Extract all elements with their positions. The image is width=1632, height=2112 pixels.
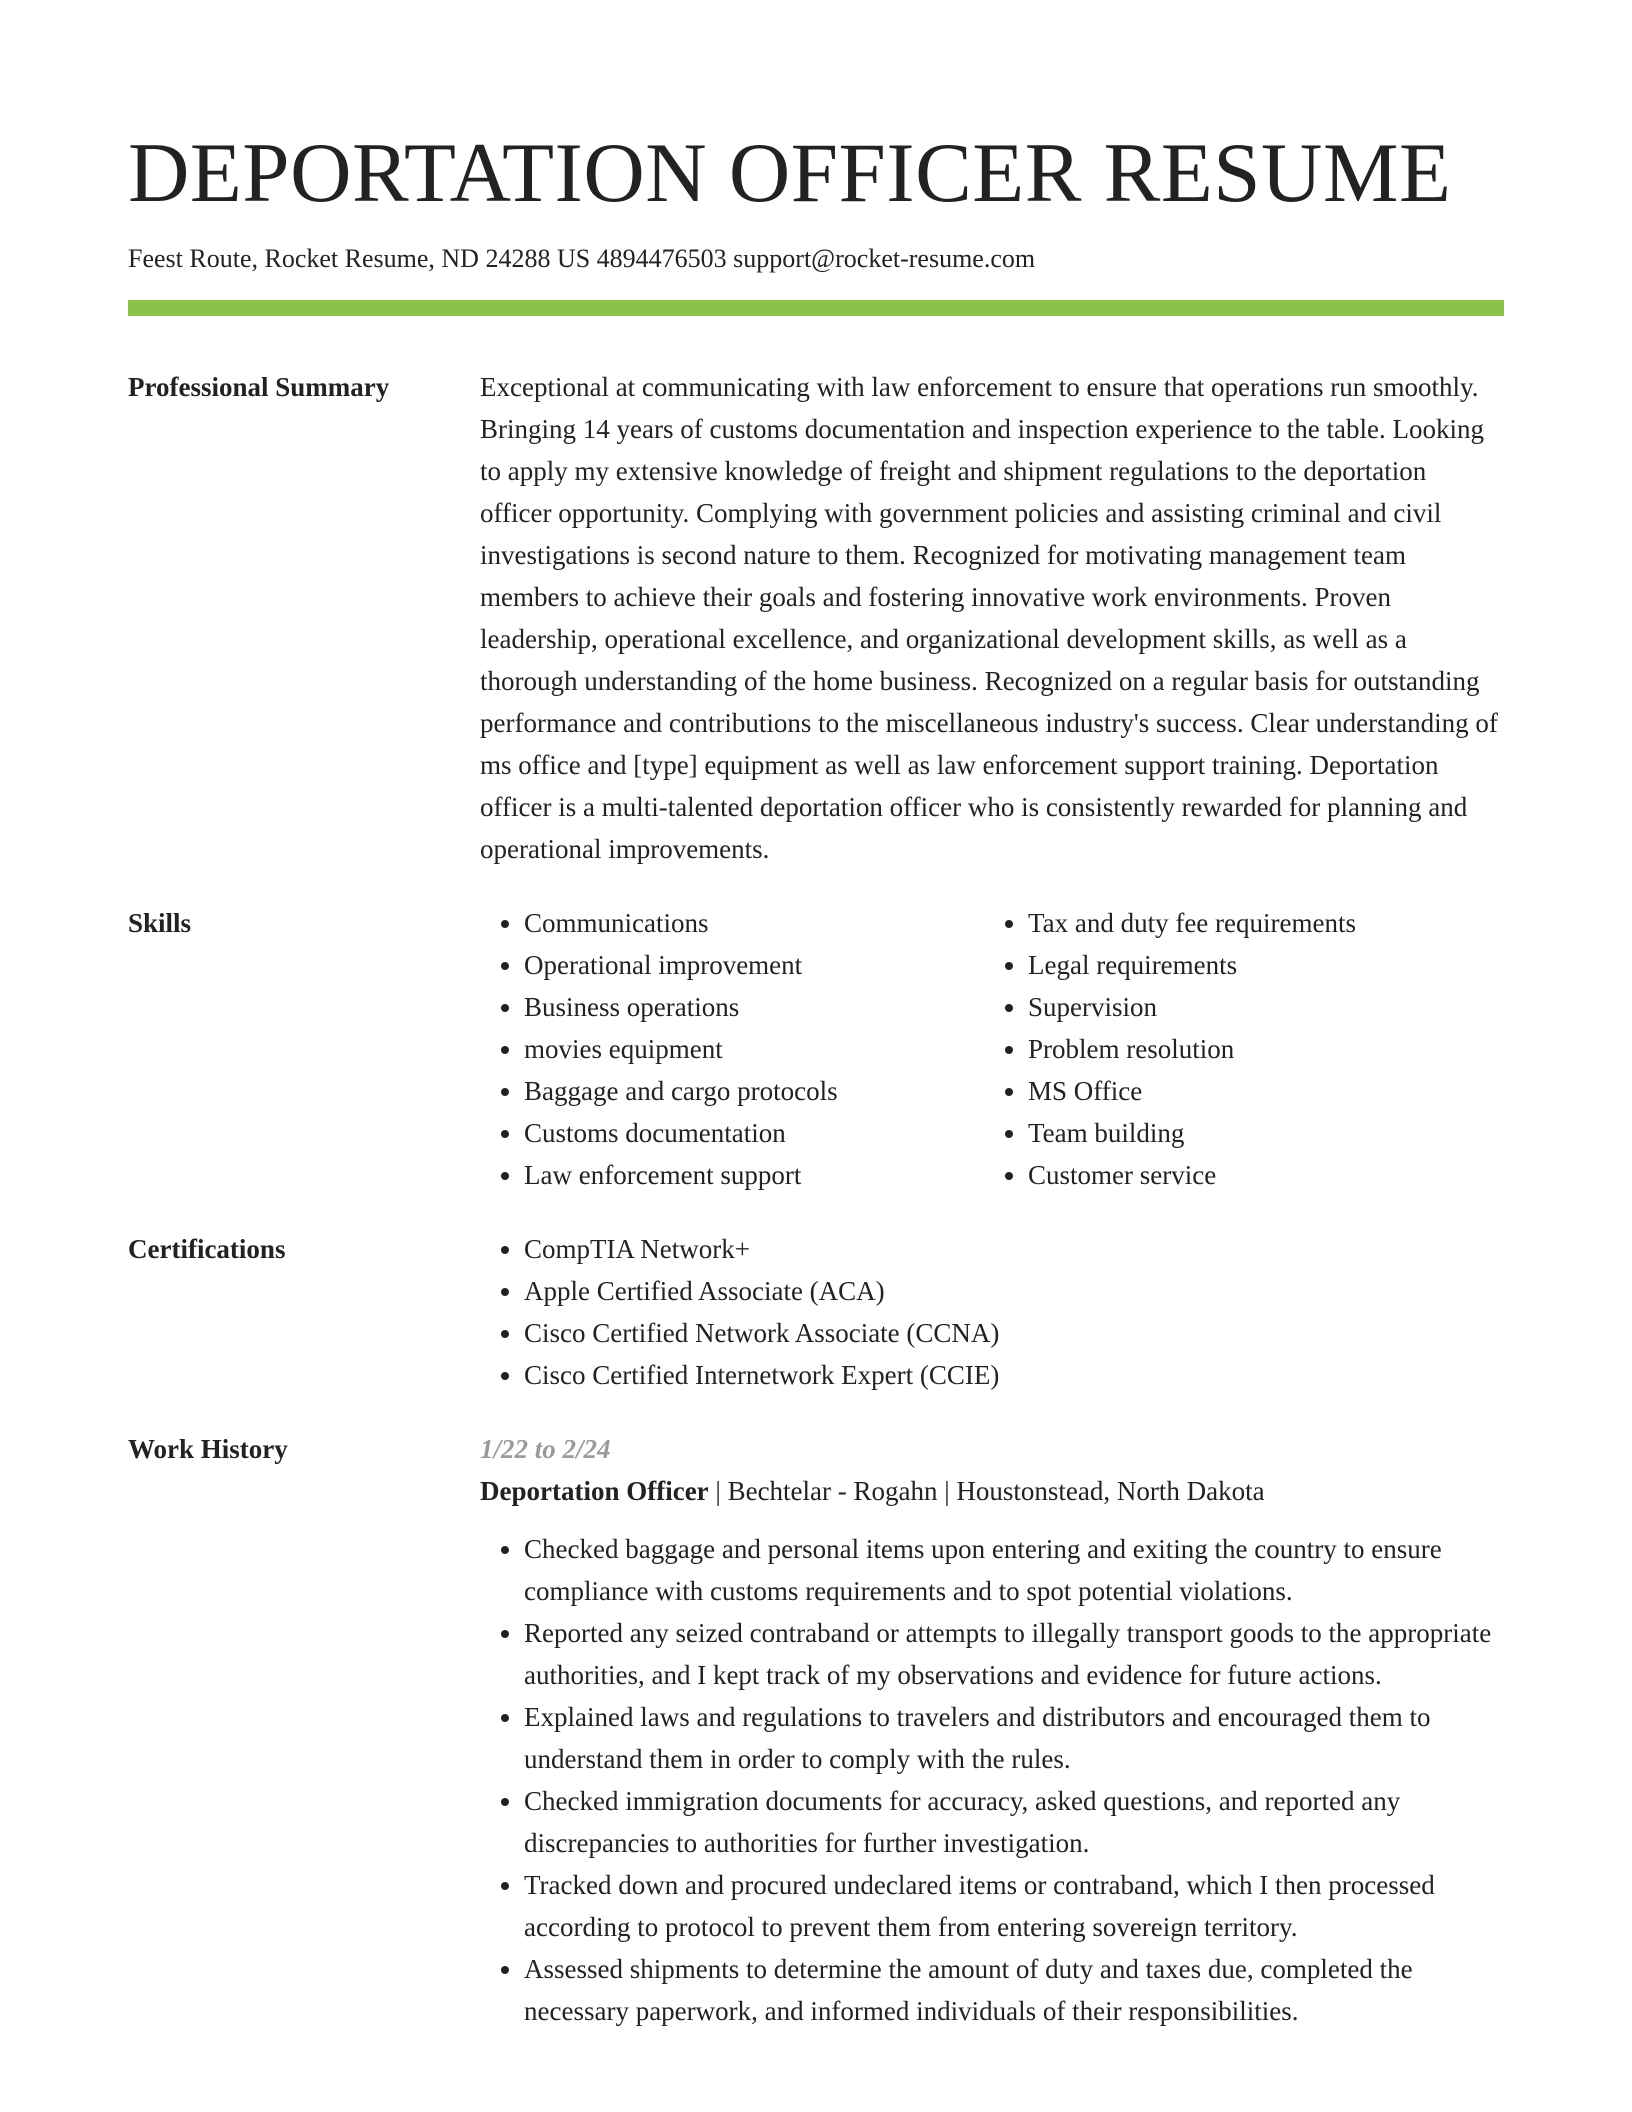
contact-line: Feest Route, Rocket Resume, ND 24288 US 4894476503 support@rocket-resume.com	[128, 244, 1036, 273]
summary-heading: Professional Summary	[128, 372, 390, 402]
summary-text: Exceptional at communicating with law enforcement to ensure that operations run smoothly. Bringing 14 years of customs documentation and inspection experience to the table. Looking to apply my extensive knowledge of freight and shipment regulations to the deportation officer opportunity. Complying with government policies and assisting criminal and civil investigations is second nature to them. Recognized for motivating management team members to achieve their goals and fostering innovative work environments. Proven leadership, operational excellence, and organizational development skills, as well as a thorough understanding of the home business. Recognized on a regular basis for outstanding performance and contributions to the miscellaneous industry's success. Clear understanding of ms office and [type] equipment as well as law enforcement support training. Deportation officer is a multi-talented deportation officer who is consistently rewarded for planning and operational improvements.	[480, 372, 1498, 864]
certification-item: • Cisco Certified Internetwork Expert (CCIE)	[524, 1354, 1504, 1396]
job-bullet: • Checked immigration documents for accuracy, asked questions, and reported any discrepancies to authorities for further investigation.	[524, 1780, 1504, 1864]
job-heading-line	[480, 1470, 1504, 1512]
job-bullet: • Assessed shipments to determine the amount of duty and taxes due, completed the necessary paperwork, and informed individuals of their responsibilities.	[524, 1948, 1504, 2032]
skill-item: • Law enforcement support	[524, 1154, 984, 1196]
certifications-body	[480, 1228, 1504, 1396]
job-bullet: • Tracked down and procured undeclared items or contraband, which I then processed according to protocol to prevent them from entering sovereign territory.	[524, 1864, 1504, 1948]
job-bullets	[480, 1528, 1504, 2032]
skill-item: • movies equipment	[524, 1028, 984, 1070]
summary-body	[480, 366, 1504, 870]
job-entry	[480, 1428, 1504, 2032]
accent-divider	[128, 300, 1504, 316]
skill-item: • Communications	[524, 902, 984, 944]
job-details: | Bechtelar - Rogahn | Houstonstead, North Dakota	[708, 1476, 1265, 1506]
skills-grid	[480, 902, 1504, 1196]
job-dates: 1/22 to 2/24	[480, 1434, 611, 1464]
certifications-section	[128, 1228, 1504, 1396]
skills-column-right	[984, 902, 1488, 1196]
job-bullet: • Explained laws and regulations to travelers and distributors and encouraged them to understand them in order to comply with the rules.	[524, 1696, 1504, 1780]
skills-heading: Skills	[128, 908, 192, 938]
skills-list-left	[480, 902, 984, 1196]
resume-title: DEPORTATION OFFICER RESUME	[128, 126, 1452, 220]
skill-item: • Business operations	[524, 986, 984, 1028]
skill-item: • Supervision	[1028, 986, 1488, 1028]
skills-section	[128, 902, 1504, 1196]
certifications-list	[480, 1228, 1504, 1396]
work-history-heading: Work History	[128, 1434, 288, 1464]
job-bullet: • Checked baggage and personal items upon entering and exiting the country to ensure compliance with customs requirements and to spot potential violations.	[524, 1528, 1504, 1612]
skill-item: • Problem resolution	[1028, 1028, 1488, 1070]
summary-section	[128, 366, 1504, 870]
certification-item: • Apple Certified Associate (ACA)	[524, 1270, 1504, 1312]
skills-list-right	[984, 902, 1488, 1196]
skill-item: • Operational improvement	[524, 944, 984, 986]
skill-item: • MS Office	[1028, 1070, 1488, 1112]
skill-item: • Customs documentation	[524, 1112, 984, 1154]
skills-body	[480, 902, 1504, 1196]
skill-item: • Team building	[1028, 1112, 1488, 1154]
certification-item: • Cisco Certified Network Associate (CCNA)	[524, 1312, 1504, 1354]
skill-item: • Baggage and cargo protocols	[524, 1070, 984, 1112]
work-history-body	[480, 1428, 1504, 2032]
skill-item: • Customer service	[1028, 1154, 1488, 1196]
job-title: Deportation Officer	[480, 1476, 709, 1506]
skill-item: • Legal requirements	[1028, 944, 1488, 986]
work-history-section	[128, 1428, 1504, 2032]
certifications-heading: Certifications	[128, 1234, 286, 1264]
job-bullet: • Reported any seized contraband or attempts to illegally transport goods to the appropriate authorities, and I kept track of my observations and evidence for future actions.	[524, 1612, 1504, 1696]
skills-column-left	[480, 902, 984, 1196]
skill-item: • Tax and duty fee requirements	[1028, 902, 1488, 944]
certification-item: • CompTIA Network+	[524, 1228, 1504, 1270]
